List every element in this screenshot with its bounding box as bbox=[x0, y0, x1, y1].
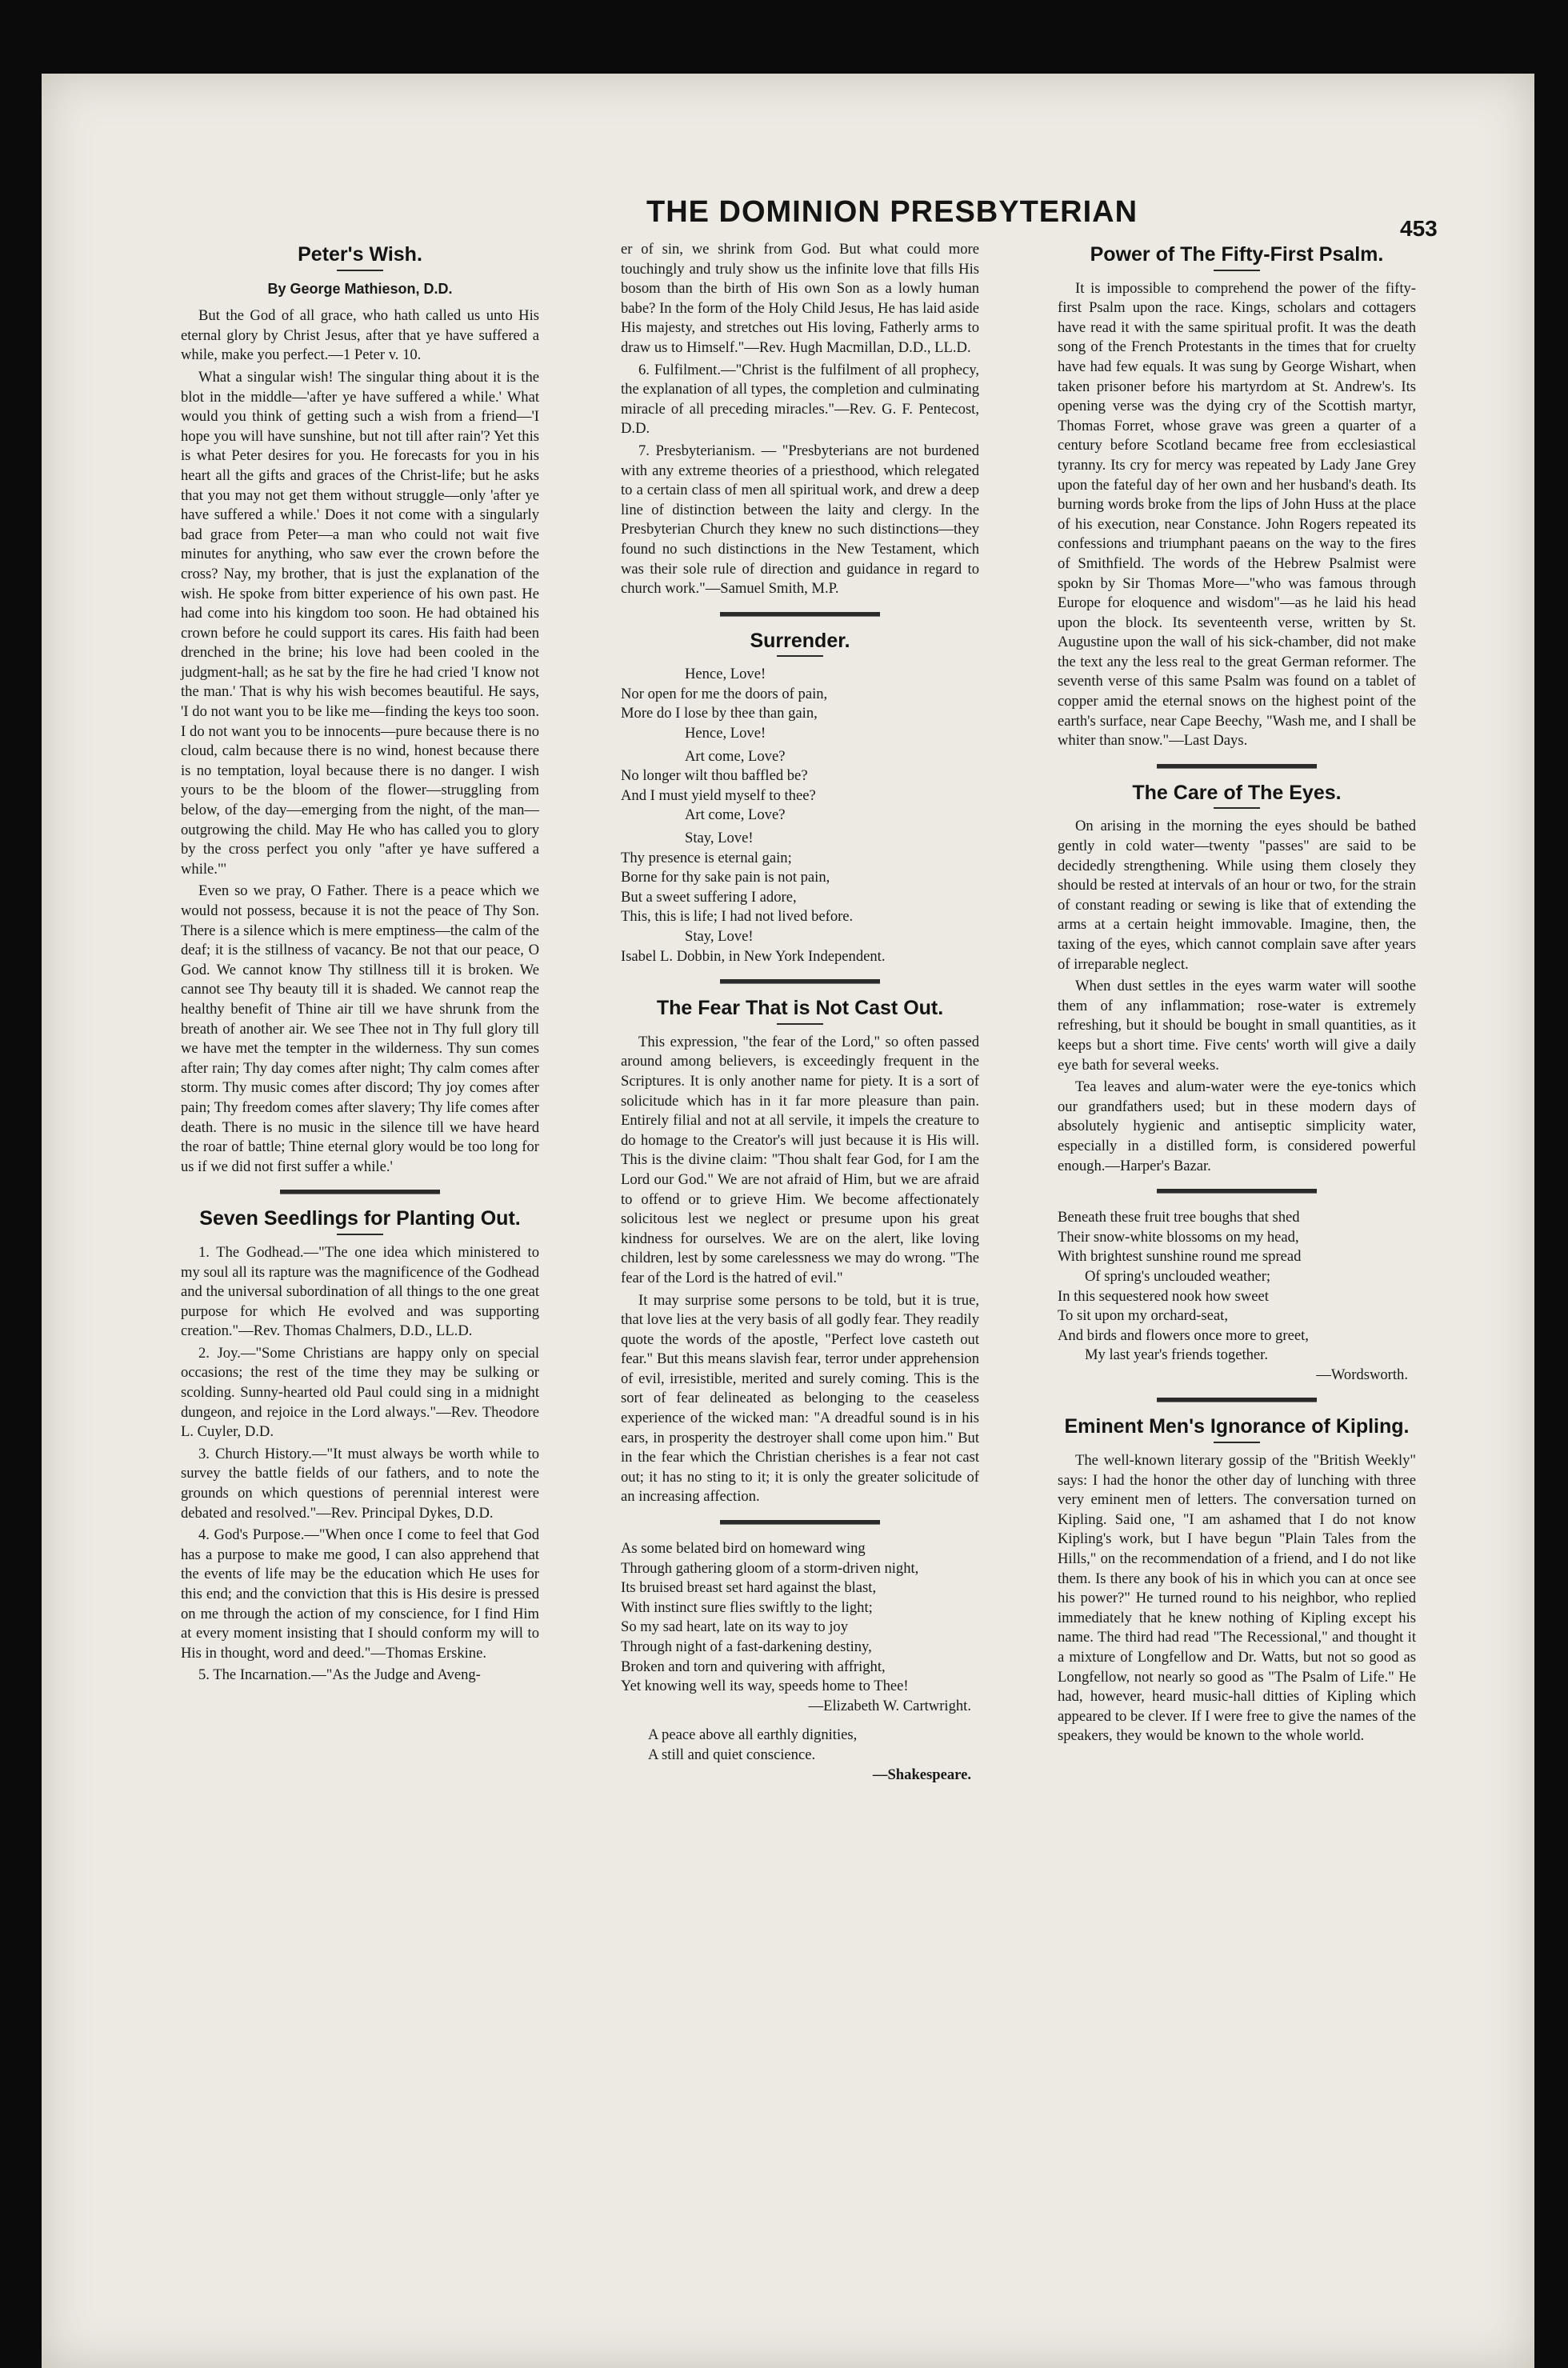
poem-line: No longer wilt thou baffled be? bbox=[621, 767, 808, 785]
section-divider bbox=[720, 979, 880, 984]
section-divider bbox=[720, 612, 880, 617]
section-divider bbox=[280, 1190, 440, 1194]
divider bbox=[337, 1234, 383, 1235]
divider bbox=[777, 1023, 823, 1025]
divider bbox=[1214, 270, 1260, 271]
paragraph: On arising in the morning the eyes should be bathed gently in cold water—twenty "passes" are said to be decidedly strengthening. While using them closely they should be rested at intervals of an hour or two, for the strain of constant reading or sewing is like that of extending the arms at a certain height immovable. Imagine, then, the taxing of the eyes, which cannot complain save after years of irreparable neglect. bbox=[1058, 818, 1416, 973]
poem-credit: —Shakespeare. bbox=[872, 1766, 971, 1783]
poem-line: Yet knowing well its way, speeds home to Thee! bbox=[621, 1678, 909, 1695]
poem-credit: —Elizabeth W. Cartwright. bbox=[808, 1697, 971, 1714]
paragraph: 7. Presbyterianism. — "Presbyterians are not burdened with any extreme theories of a priesthood, which relegated to a certain class of men all spiritual work, and drew a deep line of distinction between the laity and clergy. In the Presbyterian Church they knew no such distinctions—they found no such distinctions in the New Testament, which was their sole rule of direction and guidance in regard to church work."—Samuel Smith, M.P. bbox=[621, 442, 979, 598]
poem-credit: —Wordsworth. bbox=[1316, 1366, 1408, 1383]
paragraph: 5. The Incarnation.—"As the Judge and Aveng- bbox=[198, 1666, 481, 1684]
poem-stanza bbox=[621, 747, 979, 826]
article-title-seven-seedlings: Seven Seedlings for Planting Out. bbox=[199, 1207, 521, 1230]
poem-line: Their snow-white blossoms on my head, bbox=[1058, 1228, 1299, 1246]
paragraph: This expression, "the fear of the Lord," so often passed around among believers, is exceedingly frequent in the Scriptures. It is only another name for piety. It is a sort of solicitude which has in it far more pleasure than pain. Entirely filial and not at all servile, it impels the creature to do homage to the Creator's will just because it is His will. This is the divine claim: "Thou shalt fear God, for I am the Lord our God." We are not afraid of Him, but we are afraid to offend or to grieve Him. We become affectionately solicitous lest we neglect or presume upon his great kindness for ourselves. We are on the alert, like loving children, lest by some carelessness we may do wrong. "The fear of the Lord is the hatred of evil." bbox=[621, 1033, 979, 1286]
paragraph: What a singular wish! The singular thing about it is the blot in the middle—'after ye have suffered a while.' What would you think of getting such a wish from a friend—'I hope you will have sunshine, but not till after rain'? Yet this is what Peter desires for you. He forecasts for you in his heart all the gifts and graces of the Christ-life; but he asks that you may not get them without struggle—only 'after ye have suffered a while.' Does it not come with a singularly bad grace from Peter—a man who could not wait five minutes for anything, who saw ever the crown before the cross? Nay, my brother, that is just the explanation of the wish. He spoke from bitter experience of his own past. He had come into his kingdom too soon. He had obtained his crown before he could support its cares. His faith had been drenched in the brine; his love had been cooled in the judgment-hall; as he sat by the fire he had cried 'I know not the man.' That is why his wish becomes beautiful. He says, 'I do not want you to be like me—finding the keys too soon. I do not want you to be innocents—pure because there is no cloud, calm because there is no wind, honest because there is no temptation, loyal because there is no danger. I wish yours to be the bloom of the flower—struggling from below, of the day—emerging from the night, of the man—outgrowing the child. May He who has called you to glory by the cross perfect you only "after ye have suffered a while."' bbox=[181, 368, 539, 878]
poem-line: Art come, Love? bbox=[685, 806, 786, 824]
poem-line: And birds and flowers once more to greet, bbox=[1058, 1326, 1309, 1344]
poem-line: Stay, Love! bbox=[685, 928, 754, 945]
poem-line: And I must yield myself to thee? bbox=[621, 786, 816, 804]
paragraph: 6. Fulfilment.—"Christ is the fulfilment of all prophecy, the explanation of all types, the completion and culminating miracle of all preceding miracles."—Rev. G. F. Pentecost, D.D. bbox=[621, 361, 979, 438]
paragraph: It is impossible to comprehend the power of the fifty-first Psalm upon the race. Kings, scholars and cottagers have read it with the same spiritual profit. It was the death song of the French Protestants in the times that for cruelty have had few equals. It was sung by George Wishart, when taken prisoner before his martyrdom at St. Andrew's. Its opening verse was the dying cry of the Scottish martyr, Thomas Forret, whose grave was green a quarter of a century before Scotland became free from ecclesiastical tyranny. Its cry for mercy was repeated by Lady Jane Grey upon the fateful day of her own and her husband's death. Its burning words broke from the lips of John Huss at the place of his execution, near Constance. John Rogers repeated its confessions and triumphant paeans on the way to the fires of Smithfield. The words of the Hebrew Psalmist were spokn by Sir Thomas More—"who was famous through Europe for eloquence and wisdom"—as he laid his head upon the block. Its seventeenth verse, written by St. Augustine upon the wall of his sick-chamber, did not make the text any the less real to the great German reformer. The seventh verse of this same Psalm was found on a tablet of copper amid the eternal snows on the highest point of the earth's surface, near Cape Beechy, "Wash me, and I shall be whiter than snow."—Last Days. bbox=[1058, 279, 1416, 750]
poem-line: With instinct sure flies swiftly to the light; bbox=[621, 1598, 873, 1616]
poem-line: Through night of a fast-darkening destiny, bbox=[621, 1638, 872, 1655]
article-title-fifty-first-psalm: Power of The Fifty-First Psalm. bbox=[1090, 243, 1384, 266]
poem-line: More do I lose by thee than gain, bbox=[621, 705, 818, 722]
poem-line: Hence, Love! bbox=[685, 725, 766, 742]
poem-title-surrender: Surrender. bbox=[750, 629, 850, 652]
paragraph: The well-known literary gossip of the "British Weekly" says: I had the honor the other day of lunching with three very eminent men of letters. The conversation turned on Kipling. Said one, "I am ashamed that I do not know Kipling's work, but I have begun "Plain Tales from the Hills," on the recommendation of a friend, and I do not like them. Is there any book of his in which you can at once see his power?" He turned round to his neighbor, who replied immediately that he knew nothing of Kipling except his name. The third had read "The Recessional," and thought it a mixture of Longfellow and Dr. Watts, but not so good as Longfellow, not nearly so good as "The Psalm of Life." He had, however, heard music-hall ditties of Kipling which appeared to be clever. If I were free to give the names of the speakers, they would be known to the whole world. bbox=[1058, 1452, 1416, 1745]
poem-line: To sit upon my orchard-seat, bbox=[1058, 1307, 1228, 1325]
divider bbox=[777, 655, 823, 657]
article-title-fear: The Fear That is Not Cast Out. bbox=[656, 997, 944, 1020]
byline: By George Mathieson, D.D. bbox=[267, 280, 453, 297]
poem-line: In this sequestered nook how sweet bbox=[1058, 1287, 1269, 1305]
poem-stanza bbox=[621, 665, 979, 743]
poem-line: Through gathering gloom of a storm-driven night, bbox=[621, 1559, 919, 1577]
paragraph: Even so we pray, O Father. There is a peace which we would not possess, because it is not the peace of Thy Son. There is a silence which is mere emptiness—the calm of the deaf; it is the stillness of vacancy. Be not that our peace, O God. We cannot know Thy stillness till it is broken. We cannot see Thy beauty till it is shaded. We cannot reap the healthy benefit of Thine air till we have shrunk from the breath of another air. We see Thee not in Thy full glory till we have met the tempter in the wilderness. Thy sun comes after rain; Thy day comes after night; Thy calm comes after storm. Thy music comes after discord; Thy joy comes after pain; Thy freedom comes after slavery; Thy life comes after death. There is no music in the silence till we have heard the roar of battle; Thine eternal glory would be too long for us if we did not first suffer a while.' bbox=[181, 882, 539, 1175]
poem-credit: Isabel L. Dobbin, in New York Independent. bbox=[621, 947, 886, 965]
paragraph: Tea leaves and alum-water were the eye-tonics which our grandfathers used; but in these modern days of absolutely hygienic and antiseptic simplicity water, especially in a distilled form, is considered powerful enough.—Harper's Bazar. bbox=[1058, 1078, 1416, 1174]
divider bbox=[337, 270, 383, 271]
section-divider bbox=[1157, 764, 1317, 769]
poem-line: Borne for thy sake pain is not pain, bbox=[621, 869, 830, 886]
poem-line: Thy presence is eternal gain; bbox=[621, 849, 792, 866]
poem-line: Its bruised breast set hard against the blast, bbox=[621, 1579, 877, 1597]
poem-line: With brightest sunshine round me spread bbox=[1058, 1248, 1302, 1266]
poem-line: Nor open for me the doors of pain, bbox=[621, 685, 828, 702]
paragraph: 4. God's Purpose.—"When once I come to feel that God has a purpose to make me good, I can also apprehend that the events of life may be the education which He uses for this end; and the conviction that this is His desire is pressed on me through the action of my conscience, for I find Him at every moment insisting that I should conform my will to His in thought, word and deed."—Thomas Erskine. bbox=[181, 1526, 539, 1662]
poem-line: But a sweet suffering I adore, bbox=[621, 888, 797, 906]
poem-line: Stay, Love! bbox=[685, 830, 754, 847]
poem-line: Of spring's unclouded weather; bbox=[1085, 1267, 1271, 1285]
section-divider bbox=[1157, 1398, 1317, 1402]
poem-line: A still and quiet conscience. bbox=[648, 1746, 816, 1763]
article-title-care-of-eyes: The Care of The Eyes. bbox=[1132, 781, 1342, 804]
column-middle bbox=[621, 240, 979, 1788]
section-divider bbox=[1157, 1189, 1317, 1194]
poem-line: As some belated bird on homeward wing bbox=[621, 1540, 866, 1558]
paragraph: er of sin, we shrink from God. But what could more touchingly and truly show us the infinite love that fills His bosom than the birth of His own Son as a lowly human babe? In the form of the Holy Child Jesus, He has laid aside His majesty, and stretches out His loving, Fatherly arms to draw us to Himself."—Rev. Hugh Macmillan, D.D., LL.D. bbox=[621, 241, 979, 356]
paragraph: It may surprise some persons to be told, but it is true, that love lies at the very basis of all godly fear. They readily quote the words of the apostle, "Perfect love casteth out fear." But this means slavish fear, terror under apprehension of evil, irresistible, merited and surely coming. This is the sort of fear delineated as belonging to the ceaseless experience of the wicked man: "A dreadful sound is in his ears, in prosperity the destroyer shall come upon him." But in the fear which the Christian cherishes is a fear not cast out; it has no sting to it; it is only the greater solicitude of an increasing affection. bbox=[621, 1291, 979, 1506]
paragraph: 1. The Godhead.—"The one idea which ministered to my soul all its rapture was the magnificence of the Godhead and the universal subordination of all things to the one great purpose for which He evolved and was supporting creation."—Rev. Thomas Chalmers, D.D., LL.D. bbox=[181, 1243, 539, 1340]
poem-line: Broken and torn and quivering with affright, bbox=[621, 1658, 886, 1675]
poem-line: This, this is life; I had not lived before. bbox=[621, 908, 854, 926]
poem-line: So my sad heart, late on its way to joy bbox=[621, 1618, 849, 1636]
column-left bbox=[181, 240, 539, 1688]
paragraph: 2. Joy.—"Some Christians are happy only on special occasions; the rest of the time they may be sulking or scolding. Sunny-hearted old Paul could sing in a midnight dungeon, and rejoice in the Lord always."—Rev. Theodore L. Cuyler, D.D. bbox=[181, 1344, 539, 1441]
poem-line: Art come, Love? bbox=[685, 747, 786, 765]
poem-wordsworth bbox=[1058, 1208, 1416, 1385]
section-divider bbox=[720, 1520, 880, 1525]
poem-shakespeare bbox=[621, 1726, 979, 1785]
poem-line: Beneath these fruit tree boughs that shed bbox=[1058, 1209, 1300, 1226]
divider bbox=[1214, 807, 1260, 809]
column-right bbox=[1058, 240, 1416, 1749]
divider bbox=[1214, 1442, 1260, 1443]
paragraph: When dust settles in the eyes warm water will soothe them of any inflammation; rose-water is extremely refreshing, but it should be bought in small quantities, as it keeps but a short time. Five cents' worth will give a daily eye bath for several weeks. bbox=[1058, 978, 1416, 1074]
page-number: 453 bbox=[1400, 216, 1438, 241]
epigraph: But the God of all grace, who hath called us unto His eternal glory by Christ Jesus, after that ye have suffered a while, make you perfect.—1 Peter v. 10. bbox=[181, 307, 539, 364]
poem-line: A peace above all earthly dignities, bbox=[648, 1726, 858, 1744]
masthead: THE DOMINION PRESBYTERIAN bbox=[646, 195, 1138, 229]
article-title-peters-wish: Peter's Wish. bbox=[298, 243, 422, 266]
poem-line: Hence, Love! bbox=[685, 666, 766, 683]
article-title-kipling: Eminent Men's Ignorance of Kipling. bbox=[1064, 1415, 1410, 1438]
poem-stanza bbox=[621, 829, 979, 966]
paragraph: 3. Church History.—"It must always be worth while to survey the battle fields of our fathers, and to note the grounds on which questions of perennial interest were debated and resolved."—Rev. Principal Dykes, D.D. bbox=[181, 1445, 539, 1522]
poem-line: My last year's friends together. bbox=[1085, 1346, 1268, 1364]
poem-belated-bird bbox=[621, 1539, 979, 1716]
